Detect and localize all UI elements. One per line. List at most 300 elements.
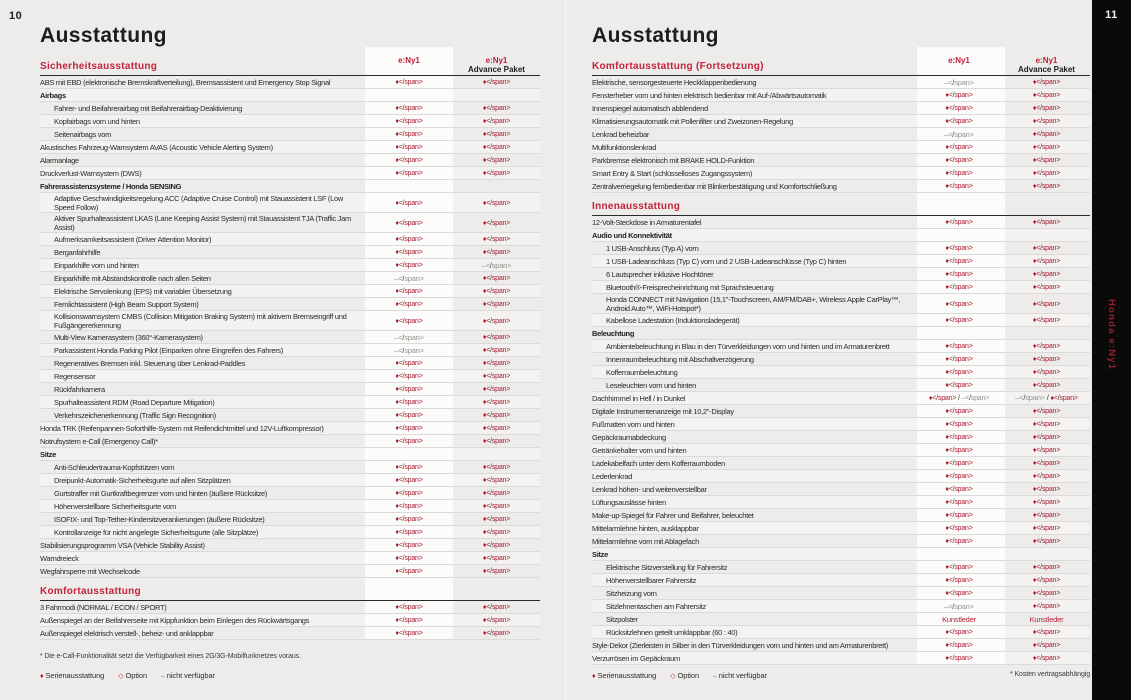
standard-diamond-marker: ♦</span>: [395, 490, 423, 497]
table-row: [592, 457, 1090, 470]
feature-label: Make-up-Spiegel für Fahrer und Beifahrer, beleuchtet: [592, 510, 754, 520]
legend-left: [40, 671, 229, 680]
feature-label: Kontrollanzeige für nicht angelegte Sicherheitsgurte (alle Sitzplätze): [54, 527, 259, 537]
feature-label: Gurtstraffer mit Gurtkraftbegrenzer vorn und hinten (äußere Rücksitze): [54, 488, 268, 498]
standard-diamond-marker: ♦</span>: [945, 105, 973, 112]
table-row: [592, 154, 1090, 167]
availability-advance-paket: [1003, 282, 1090, 292]
feature-label: Lederlenkrad: [592, 471, 633, 481]
availability-eny1: [365, 462, 453, 472]
feature-label: Elektrische Sitzverstellung für Fahrersitz: [606, 562, 728, 572]
availability-advance-paket: [1003, 315, 1090, 325]
table-row: [40, 461, 540, 474]
availability-eny1: [915, 354, 1003, 364]
standard-diamond-marker: ♦</span>: [395, 131, 423, 138]
standard-diamond-marker: ♦</span>: [482, 219, 511, 227]
feature-label: Honda CONNECT mit Navigation (15,1"-Touchscreen, AM/FM/DAB+, Wireless Apple CarPlay™, Android Auto™, WiFi-Hotspot*): [606, 294, 901, 313]
standard-diamond-marker: ♦</span>: [1032, 408, 1061, 415]
legend-open-marker: ◇: [670, 673, 676, 680]
availability-advance-paket: [1003, 536, 1090, 546]
table-row: [592, 115, 1090, 128]
feature-label: Stabilisierungsprogramm VSA (Vehicle Stability Assist): [40, 540, 205, 550]
feature-label: Innenraumbeleuchtung mit Abschaltverzögerung: [606, 354, 754, 364]
availability-advance-paket: [453, 332, 540, 342]
standard-diamond-marker: ♦</span>: [1032, 183, 1061, 190]
availability-advance-paket: [1003, 497, 1090, 507]
availability-advance-paket: [1003, 588, 1090, 598]
availability-advance-paket: [1003, 458, 1090, 468]
standard-diamond-marker: ♦</span>: [482, 157, 511, 164]
feature-label: Mittelarmlehne hinten, ausklappbar: [592, 523, 699, 533]
standard-diamond-marker: ♦</span>: [395, 412, 423, 419]
standard-diamond-marker: ♦</span>: [482, 617, 511, 624]
feature-label: Gepäckraumabdeckung: [592, 432, 666, 442]
availability-advance-paket: [1003, 406, 1090, 416]
feature-label: Dachhimmel in Hell / in Dunkel: [592, 393, 686, 403]
table-subheader: Sitze: [592, 548, 1090, 561]
availability-eny1: [915, 243, 1003, 253]
availability-advance-paket: [453, 316, 540, 326]
standard-diamond-marker: ♦</span>: [482, 199, 511, 207]
availability-eny1: [365, 333, 453, 342]
availability-eny1: [915, 168, 1003, 178]
standard-diamond-marker: ♦</span>: [1032, 170, 1061, 177]
availability-eny1: [915, 627, 1003, 637]
availability-advance-paket: [1003, 142, 1090, 152]
table-row: [592, 522, 1090, 535]
standard-diamond-marker: ♦</span>: [1032, 131, 1061, 138]
availability-advance-paket: [1003, 90, 1090, 100]
table-row: [40, 435, 540, 448]
table-row: [40, 357, 540, 370]
standard-diamond-marker: ♦</span>: [1032, 144, 1061, 151]
availability-eny1: [365, 553, 453, 563]
availability-advance-paket: [453, 527, 540, 537]
availability-eny1: [915, 155, 1003, 165]
feature-label: Höhenverstellbarer Fahrersitz: [606, 575, 697, 585]
standard-diamond-marker: ♦</span>: [945, 525, 973, 532]
availability-eny1: [365, 501, 453, 511]
not-available-dash-marker: –</span>: [394, 273, 424, 283]
availability-eny1: [365, 274, 453, 283]
feature-label: Sitzpolster: [606, 614, 638, 624]
availability-advance-paket: [453, 247, 540, 257]
page-title-left: Ausstattung: [40, 24, 167, 47]
standard-diamond-marker: ♦</span>: [395, 79, 423, 86]
standard-diamond-marker: ♦</span>: [395, 249, 423, 256]
standard-diamond-marker: ♦</span>: [482, 386, 511, 393]
standard-diamond-marker: ♦</span>: [1032, 284, 1061, 291]
availability-eny1: [915, 181, 1003, 191]
table-row: [592, 294, 1090, 314]
legend-dash-marker: –: [161, 673, 165, 680]
feature-label: Elektrische Servolenkung (EPS) mit variabler Übersetzung: [54, 286, 232, 296]
standard-diamond-marker: ♦</span>: [945, 284, 973, 291]
standard-diamond-marker: ♦</span>: [945, 486, 973, 493]
standard-diamond-marker: ♦</span>: [395, 373, 423, 380]
availability-eny1: [915, 130, 1003, 139]
column-header-advance-paket: e:Ny1 Advance Paket: [1018, 56, 1075, 74]
availability-advance-paket: [1003, 243, 1090, 253]
availability-advance-paket: [1003, 510, 1090, 520]
section-title: Innenausstattung: [592, 201, 1090, 216]
availability-eny1: [915, 575, 1003, 585]
availability-advance-paket: [453, 384, 540, 394]
table-row: [592, 418, 1090, 431]
feature-label: Regeneratives Bremsen inkl. Steuerung über Lenkrad-Paddles: [54, 358, 246, 368]
standard-diamond-marker: ♦</span>: [395, 438, 423, 445]
feature-label: Fußmatten vorn und hinten: [592, 419, 675, 429]
table-row: [592, 483, 1090, 496]
feature-label: Fensterheber vorn und hinten elektrisch bedienbar mit Auf-/Abwärtsautomatik: [592, 90, 827, 100]
table-row: [592, 167, 1090, 180]
standard-diamond-marker: ♦</span>: [945, 144, 973, 151]
standard-diamond-marker: ♦</span>: [395, 477, 423, 484]
availability-advance-paket: [453, 488, 540, 498]
standard-diamond-marker: ♦</span>: [945, 219, 973, 226]
table-row: [592, 216, 1090, 229]
standard-diamond-marker: ♦</span>: [482, 118, 511, 125]
table-subheader: Beleuchtung: [592, 327, 1090, 340]
feature-label: Regensensor: [54, 371, 96, 381]
table-row: [592, 431, 1090, 444]
table-row: [592, 76, 1090, 89]
page-title-right: Ausstattung: [592, 24, 719, 47]
section-title: Komfortausstattung: [40, 586, 540, 601]
standard-diamond-marker: ♦</span>: [945, 538, 973, 545]
standard-diamond-marker: ♦</span>: [395, 464, 423, 471]
availability-advance-paket: [453, 218, 540, 228]
table-row: [592, 141, 1090, 154]
availability-eny1: [365, 475, 453, 485]
section-title: Komfortausstattung (Fortsetzung): [592, 47, 1090, 76]
feature-label: Zentralverriegelung fernbedienbar mit Blinkerbestätigung und Komfortschließung: [592, 181, 837, 191]
availability-eny1: [365, 116, 453, 126]
standard-diamond-marker: ♦</span>: [395, 529, 423, 536]
standard-diamond-marker: ♦</span>: [395, 144, 423, 151]
table-row: [592, 353, 1090, 366]
availability-advance-paket: [453, 540, 540, 550]
standard-diamond-marker: ♦</span>: [945, 434, 973, 441]
availability-eny1: [915, 523, 1003, 533]
availability-advance-paket: [453, 423, 540, 433]
column-header-eny1: e:Ny1: [948, 56, 970, 65]
standard-diamond-marker: ♦</span>: [1032, 577, 1061, 584]
table-row: [592, 626, 1090, 639]
table-row: [40, 298, 540, 311]
standard-diamond-marker: ♦</span>: [395, 360, 423, 367]
not-available-dash-marker: –</span>: [481, 260, 512, 270]
standard-diamond-marker: ♦</span>: [945, 271, 973, 278]
feature-label: 1 USB-Ladeanschluss (Typ C) vorn und 2 USB-Ladeanschlüsse (Typ C) hinten: [606, 256, 847, 266]
standard-diamond-marker: ♦</span>: [482, 301, 511, 308]
table-row: [40, 539, 540, 552]
availability-eny1: [365, 615, 453, 625]
feature-label: Mittelarmlehne vorn mit Ablagefach: [592, 536, 699, 546]
availability-advance-paket: [1003, 432, 1090, 442]
standard-diamond-marker: ♦</span>: [482, 516, 511, 523]
table-row: [592, 574, 1090, 587]
feature-label: ISOFIX- und Top-Tether-Kindersitzverankerungen (äußere Rücksitze): [54, 514, 265, 524]
availability-advance-paket: [1003, 155, 1090, 165]
availability-advance-paket: [453, 155, 540, 165]
availability-advance-paket: [453, 345, 540, 355]
legend-filled-marker: ♦: [592, 673, 596, 680]
standard-diamond-marker: ♦</span>: [482, 373, 511, 380]
feature-label: Alarmanlage: [40, 155, 79, 165]
table-row: [592, 180, 1090, 193]
availability-advance-paket: [1003, 269, 1090, 279]
feature-label: Rücksitzlehnen geteilt umklappbar (60 : 40): [606, 627, 738, 637]
table-row: [592, 268, 1090, 281]
availability-advance-paket: [453, 77, 540, 87]
standard-diamond-marker: ♦</span>: [395, 630, 423, 637]
standard-diamond-marker: ♦</span>: [482, 317, 511, 325]
standard-diamond-marker: ♦</span>: [1032, 525, 1061, 532]
legend-right: [592, 671, 781, 680]
availability-eny1: [365, 397, 453, 407]
standard-diamond-marker: ♦</span>: [1032, 300, 1061, 308]
page-11: [565, 0, 1093, 700]
availability-eny1: [365, 423, 453, 433]
standard-diamond-marker: ♦</span>: [1032, 258, 1061, 265]
feature-label: Getränkehalter vorn und hinten: [592, 445, 687, 455]
availability-eny1: [915, 445, 1003, 455]
standard-diamond-marker: ♦</span>: [945, 183, 973, 190]
availability-eny1: [915, 341, 1003, 351]
table-row: [592, 255, 1090, 268]
availability-eny1: [365, 628, 453, 638]
availability-eny1: [365, 358, 453, 368]
availability-eny1: [915, 510, 1003, 520]
feature-label: Klimatisierungsautomatik mit Pollenfilter und Zweizonen-Regelung: [592, 116, 793, 126]
availability-advance-paket: [453, 462, 540, 472]
standard-diamond-marker: ♦</span>: [1032, 447, 1061, 454]
table-row: [40, 370, 540, 383]
availability-advance-paket: [453, 475, 540, 485]
standard-diamond-marker: ♦</span>: [1032, 512, 1061, 519]
feature-label: Höhenverstellbare Sicherheitsgurte vorn: [54, 501, 177, 511]
availability-advance-paket: [1003, 217, 1090, 227]
table-row: [40, 383, 540, 396]
table-section: [40, 586, 540, 640]
standard-diamond-marker: ♦</span>: [395, 555, 423, 562]
feature-label: Lüftungsauslässe hinten: [592, 497, 666, 507]
availability-advance-paket: [1003, 627, 1090, 637]
standard-diamond-marker: ♦</span>: [395, 301, 423, 308]
feature-label: Fahrer- und Beifahrerairbag mit Beifahrerairbag-Deaktivierung: [54, 103, 243, 113]
table-row: [40, 331, 540, 344]
feature-label: Multi-View Kamerasystem (360°-Kamerasystem): [54, 332, 203, 342]
feature-label: Style-Dekor (Zierleisten in Silber in den Türverkleidungen vorn und hinten und am Armaturenbrett): [592, 640, 888, 650]
availability-eny1: [915, 536, 1003, 546]
availability-advance-paket: [1003, 77, 1090, 87]
cost-footnote: * Kosten vertragsabhängig: [1010, 671, 1090, 678]
availability-eny1: [915, 640, 1003, 650]
availability-eny1: [915, 432, 1003, 442]
not-available-dash-marker: –</span> / ♦</span>: [1015, 393, 1078, 402]
standard-diamond-marker: ♦</span>: [1032, 603, 1061, 610]
table-section: [40, 47, 540, 578]
feature-label: Multifunktionslenkrad: [592, 142, 657, 152]
availability-advance-paket: [1003, 129, 1090, 139]
standard-diamond-marker: ♦</span>: [482, 399, 511, 406]
standard-diamond-marker: ♦</span>: [1032, 118, 1061, 125]
availability-eny1: [915, 497, 1003, 507]
table-row: [40, 285, 540, 298]
feature-label: 3 Fahrmodi (NORMAL / ECON / SPORT): [40, 602, 167, 612]
feature-label: 6 Lautsprecher inklusive Hochtöner: [606, 269, 714, 279]
availability-eny1: [915, 282, 1003, 292]
availability-eny1: [365, 77, 453, 87]
table-row: [40, 396, 540, 409]
table-row: [40, 552, 540, 565]
availability-advance-paket: [1003, 653, 1090, 663]
table-row: [592, 496, 1090, 509]
equipment-table-right: [592, 47, 1090, 665]
standard-diamond-marker: ♦</span>: [945, 577, 973, 584]
availability-advance-paket: [453, 142, 540, 152]
table-row: [40, 627, 540, 640]
availability-advance-paket: [1003, 419, 1090, 429]
availability-eny1: [915, 380, 1003, 390]
standard-diamond-marker: ♦</span>: [395, 425, 423, 432]
availability-eny1: [915, 142, 1003, 152]
availability-eny1: [365, 155, 453, 165]
standard-diamond-marker: ♦</span>: [1032, 421, 1061, 428]
standard-diamond-marker: ♦</span>: [945, 590, 973, 597]
availability-advance-paket: [453, 261, 540, 270]
availability-advance-paket: [1003, 562, 1090, 572]
legend-item: ♦ Serienausstattung: [592, 671, 657, 680]
feature-label: Außenspiegel elektrisch verstell-, beheiz- und anklappbar: [40, 628, 214, 638]
standard-diamond-marker: ♦</span>: [395, 568, 423, 575]
table-row: [592, 470, 1090, 483]
standard-diamond-marker: ♦</span>: [1032, 473, 1061, 480]
standard-diamond-marker: ♦</span>: [395, 617, 423, 624]
table-row: [40, 272, 540, 285]
standard-diamond-marker: ♦</span>: [482, 604, 511, 611]
feature-label: 1 USB-Anschluss (Typ A) vorn: [606, 243, 699, 253]
feature-label: Druckverlust-Warnsystem (DWS): [40, 168, 142, 178]
standard-diamond-marker: ♦</span>: [482, 425, 511, 432]
table-row: [40, 213, 540, 233]
standard-diamond-marker: ♦</span>: [482, 275, 511, 282]
standard-diamond-marker: ♦</span>: [1032, 343, 1061, 350]
table-subheader: Fahrerassistenzsysteme / Honda SENSING: [40, 180, 540, 193]
availability-advance-paket: [1003, 168, 1090, 178]
legend-item: – nicht verfügbar: [713, 671, 767, 680]
standard-diamond-marker: ♦</span>: [395, 399, 423, 406]
availability-eny1: [365, 218, 453, 228]
not-available-dash-marker: –</span>: [394, 345, 424, 355]
feature-label: 12-Volt-Steckdose in Armaturentafel: [592, 217, 702, 227]
standard-diamond-marker: ♦</span>: [395, 157, 423, 164]
availability-eny1: [915, 653, 1003, 663]
availability-advance-paket: [453, 436, 540, 446]
table-row: [592, 128, 1090, 141]
feature-label: Einparkhilfe mit Abstandskontrolle nach allen Seiten: [54, 273, 211, 283]
not-available-dash-marker: –</span>: [944, 77, 974, 87]
standard-diamond-marker: ♦</span>: [1032, 434, 1061, 441]
availability-eny1: [365, 514, 453, 524]
standard-diamond-marker: ♦</span> / –</span>: [928, 395, 990, 402]
standard-diamond-marker: ♦</span>: [395, 542, 423, 549]
standard-diamond-marker: ♦</span>: [1032, 157, 1061, 164]
standard-diamond-marker: ♦</span>: [945, 369, 973, 376]
availability-eny1: [915, 269, 1003, 279]
availability-eny1: [365, 198, 453, 208]
table-row: [592, 340, 1090, 353]
feature-label: Einparkhilfe vorn und hinten: [54, 260, 139, 270]
availability-advance-paket: [453, 273, 540, 283]
standard-diamond-marker: ♦</span>: [945, 564, 973, 571]
standard-diamond-marker: ♦</span>: [395, 503, 423, 510]
availability-eny1: [365, 602, 453, 612]
availability-eny1: [365, 371, 453, 381]
availability-eny1: [915, 256, 1003, 266]
standard-diamond-marker: ♦</span>: [945, 408, 973, 415]
feature-label: Warndreieck: [40, 553, 79, 563]
standard-diamond-marker: ♦</span>: [1032, 271, 1061, 278]
legend-filled-marker: ♦: [40, 673, 44, 680]
standard-diamond-marker: ♦</span>: [1032, 317, 1061, 324]
table-row: [40, 422, 540, 435]
feature-label: Dreipunkt-Automatik-Sicherheitsgurte auf allen Sitzplätzen: [54, 475, 231, 485]
standard-diamond-marker: ♦</span>: [482, 412, 511, 419]
feature-label: Spurhalteassistent RDM (Road Departure Mitigation): [54, 397, 215, 407]
standard-diamond-marker: ♦</span>: [482, 334, 511, 341]
standard-diamond-marker: ♦</span>: [945, 356, 973, 363]
standard-diamond-marker: ♦</span>: [395, 317, 423, 325]
standard-diamond-marker: ♦</span>: [482, 503, 511, 510]
standard-diamond-marker: ♦</span>: [482, 144, 511, 151]
availability-advance-paket: [453, 501, 540, 511]
table-row: [40, 193, 540, 213]
availability-advance-paket: [453, 286, 540, 296]
table-row: [40, 500, 540, 513]
table-row: [592, 405, 1090, 418]
standard-diamond-marker: ♦</span>: [482, 630, 511, 637]
availability-advance-paket: [453, 129, 540, 139]
standard-diamond-marker: ♦</span>: [945, 642, 973, 649]
availability-advance-paket: [453, 602, 540, 612]
standard-diamond-marker: ♦</span>: [482, 360, 511, 367]
standard-diamond-marker: ♦</span>: [482, 477, 511, 484]
standard-diamond-marker: ♦</span>: [1032, 356, 1061, 363]
feature-label: Lenkrad höhen- und weitenverstellbar: [592, 484, 707, 494]
standard-diamond-marker: ♦</span>: [945, 382, 973, 389]
feature-label: Aktiver Spurhalteassistent LKAS (Lane Keeping Assist System) mit Stauassistent TJA (Traffic Jam Assist): [54, 213, 351, 232]
table-row: [40, 601, 540, 614]
feature-label: Elektrische, sensorgesteuerte Heckklappenbedienung: [592, 77, 757, 87]
page-10: [0, 0, 565, 700]
feature-label: Smart Entry & Start (schlüsselloses Zugangssystem): [592, 168, 753, 178]
table-section: [592, 201, 1090, 665]
feature-label: Leseleuchten vorn und hinten: [606, 380, 697, 390]
table-row: [40, 167, 540, 180]
section-title: Sicherheitsausstattung: [40, 47, 540, 76]
legend-item: – nicht verfügbar: [161, 671, 215, 680]
table-row: [592, 600, 1090, 613]
table-row: [40, 614, 540, 627]
availability-eny1: [365, 286, 453, 296]
availability-eny1: [915, 299, 1003, 309]
table-row: [40, 128, 540, 141]
table-row: [592, 587, 1090, 600]
standard-diamond-marker: ♦</span>: [945, 473, 973, 480]
standard-diamond-marker: ♦</span>: [482, 79, 511, 86]
